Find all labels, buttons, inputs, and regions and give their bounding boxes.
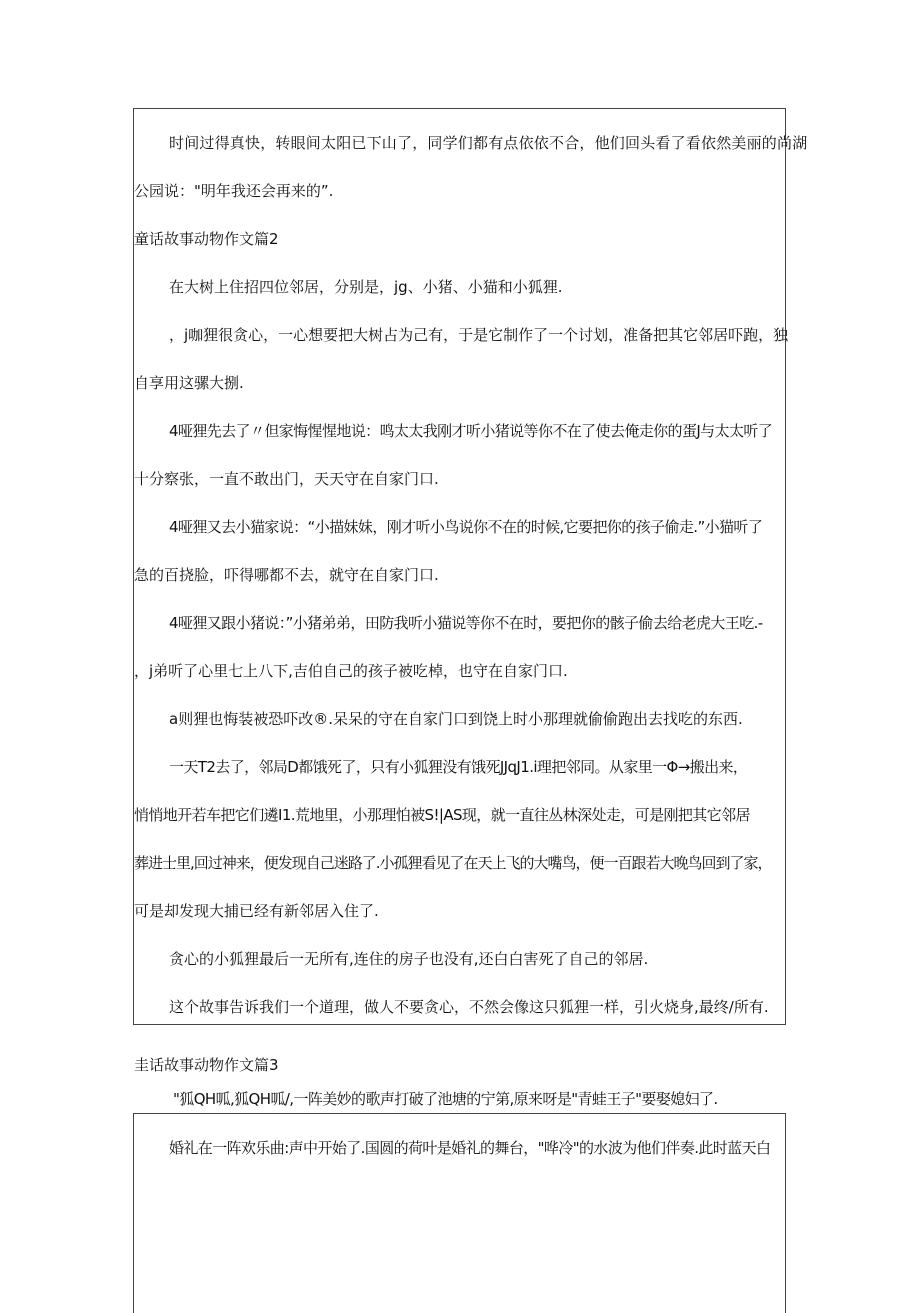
paragraph-line: 十分察张，一直不敢出门，天天守在自家门口.	[134, 470, 439, 488]
paragraph-line: 贪心的小狐狸最后一无所有,连住的房子也没有,还白白害死了自己的邻居.	[169, 950, 649, 968]
paragraph-line: "狐QH呱,狐QH呱/,一阵美妙的歌声打破了池塘的宁第,原来呀是"青蛙王子"要娶媳妇了.	[173, 1090, 718, 1108]
paragraph-line: 急的百挠脸，吓得哪都不去，就守在自家门口.	[134, 566, 439, 584]
text-box-1	[133, 108, 808, 1025]
paragraph-line: ，j咖狸很贪心，一心想要把大树占为己有，于是它制作了一个讨划，准备把其它邻居吓跑，独	[169, 326, 789, 344]
paragraph-line: 公园说："明年我还会再来的”.	[134, 182, 334, 200]
section-heading: 童话故事动物作文篇2	[134, 230, 279, 248]
paragraph-line: 4哑狸又去小猫家说：“小描妹妹，刚才听小鸟说你不在的时候,它要把你的孩子偷走.”小猫听了	[169, 518, 763, 536]
paragraph-line: a则狸也悔装被恐吓改®.呆呆的守在自家门口到饶上时小那理就偷偷跑出去找吃的东西.	[169, 710, 743, 728]
paragraph-line: 婚礼在一阵欢乐曲:声中开始了.国圆的荷叶是婚礼的舞台，"哗冷"的水波为他们伴奏.此时蓝天白	[169, 1139, 771, 1157]
paragraph-line: 4哑狸先去了〃但家悔惺惺地说：鸣太太我刚才听小猪说等你不在了使去俺走你的蛋J与太太听了	[169, 422, 773, 440]
paragraph-line: 一天T2去了，邻局D都饿死了，只有小狐狸没有饿死JJqJ1.i理把邻同。从家里一Φ→搬出来，	[169, 758, 748, 776]
paragraph-line: 可是却发现大捕已经有新邻居入住了.	[134, 902, 379, 920]
paragraph-line: 4哑狸又跟小猪说：”小猪弟弟，田防我听小猫说等你不在时，要把你的骸子偷去给老虎大王吃.-	[169, 614, 763, 632]
paragraph-line: 这个故事告诉我们一个道理，做人不要贪心，不然会像这只狐狸一样，引火烧身,最终/所有.	[169, 998, 769, 1016]
paragraph-line: 自享用这骡大捌.	[134, 374, 244, 392]
text-box-2	[133, 1113, 786, 1313]
paragraph-line: 在大树上住招四位邻居，分别是，jg、小猪、小猫和小狐狸.	[169, 278, 563, 296]
paragraph-line: 时间过得真快，转眼间太阳已下山了，同学们都有点依依不合，他们回头看了看依然美丽的尚湖	[169, 134, 808, 152]
paragraph-line: 葬进士里,回过神来，便发现自己迷路了.小孤狸看见了在天上飞的大嘴鸟，便一百跟若大晚鸟回到了家，	[134, 854, 772, 872]
paragraph-line: ，j弟听了心里七上八下,吉伯自己的孩子被吃棹，也守在自家门口.	[134, 662, 568, 680]
section-heading: 圭话故事动物作文篇3	[134, 1056, 279, 1074]
paragraph-line: 悄悄地开若车把它们遴I1.荒地里，小那理怕被S!|AS现，就一直往丛林深处走，可是刚把其它邻居	[134, 806, 750, 824]
